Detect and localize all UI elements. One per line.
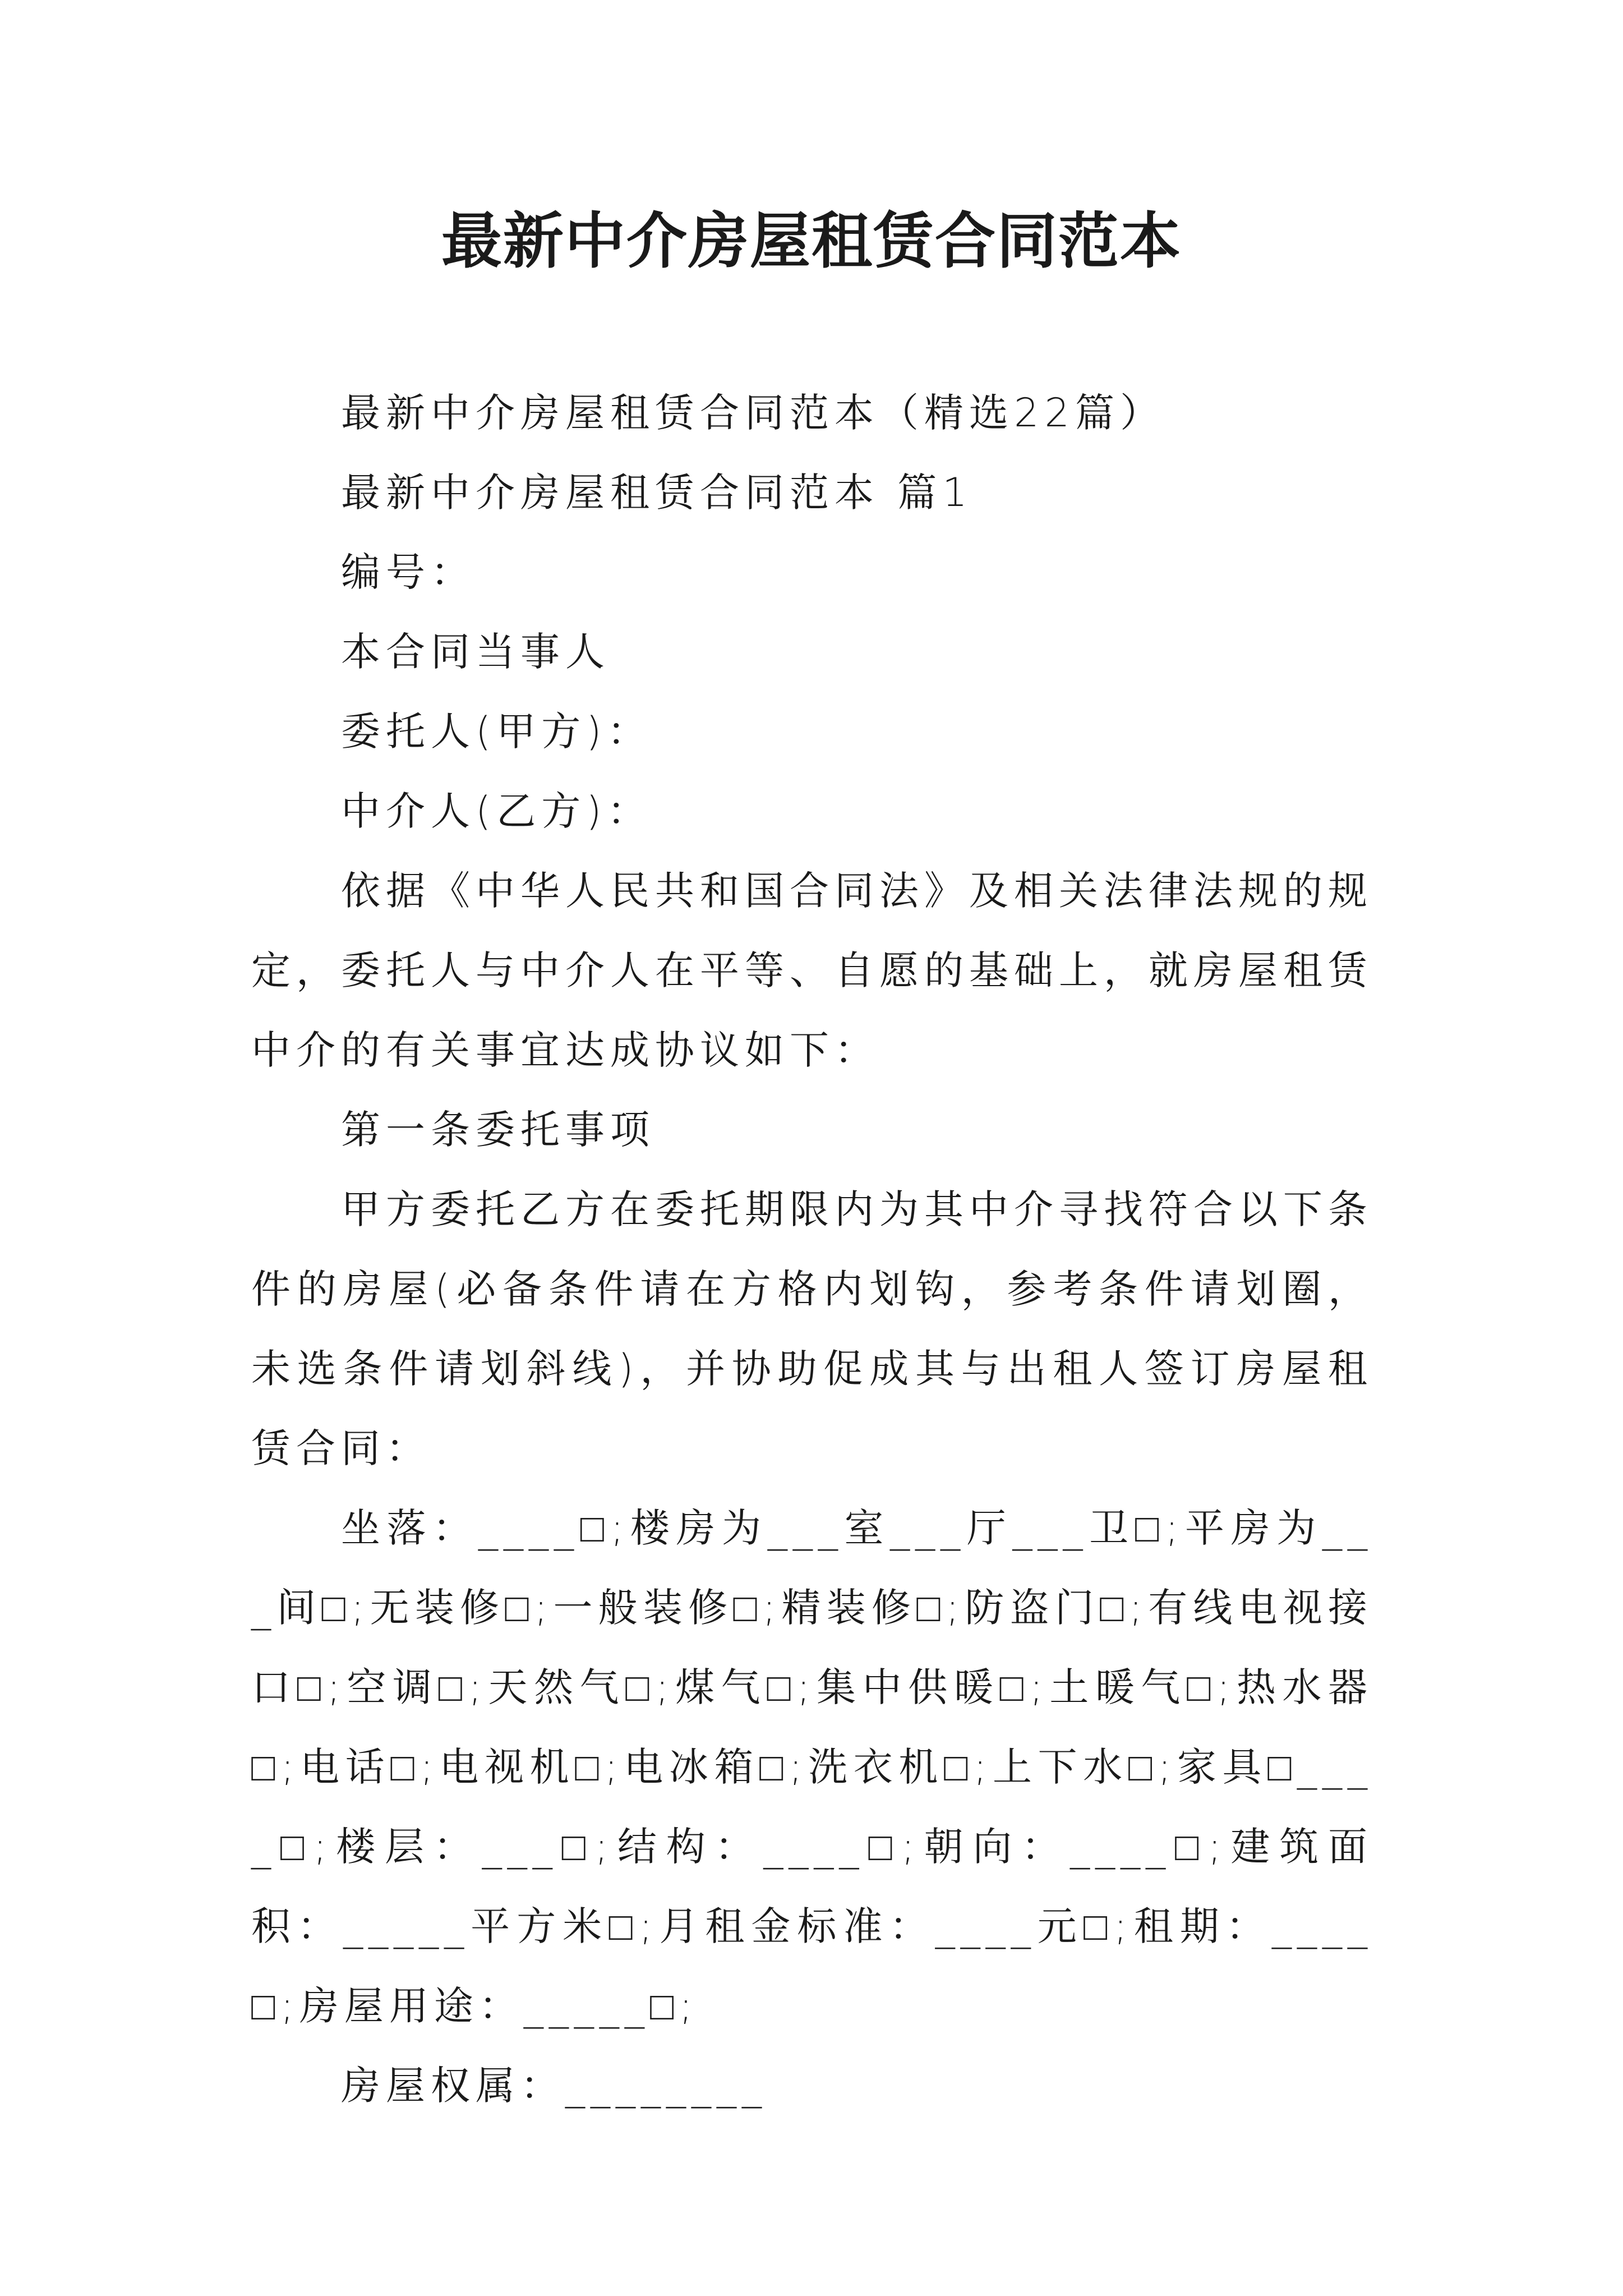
document-body [251, 373, 1373, 2125]
paragraph-ownership: 房屋权属：________ [341, 2063, 767, 2109]
paragraph-party-a: 委托人(甲方)： [341, 708, 652, 754]
paragraph-preamble: 依据《中华人民共和国合同法》及相关法律法规的规定，委托人与中介人在平等、自愿的基础上，就房屋租赁中介的有关事宜达成协议如下： [251, 868, 1373, 1073]
paragraph-party-b: 中介人(乙方)： [341, 788, 652, 834]
paragraph-property-conditions: 坐落：____□;楼房为___室___厅___卫□;平房为___间□;无装修□;一般装修□;精装修□;防盗门□;有线电视接口□;空调□;天然气□;煤气□;集中供暖□;土暖气□;热水器□;电话□;电视机□;电冰箱□;洗衣机□;上下水□;家具□____□;楼层：___□;结构：____□;朝向：____□;建筑面积：_____平方米□;月租金标准：____元□;租期：____□;房屋用途：_____□; [251, 1505, 1373, 2029]
paragraph-article-1-heading: 第一条委托事项 [341, 1107, 655, 1153]
paragraph-article-1-body: 甲方委托乙方在委托期限内为其中介寻找符合以下条件的房屋(必备条件请在方格内划钩，参考条件请划圈，未选条件请划斜线)，并协助促成其与出租人签订房屋租赁合同： [251, 1186, 1373, 1471]
paragraph-subtitle: 最新中介房屋租赁合同范本（精选22篇） [341, 390, 1165, 436]
document-title: 最新中介房屋租赁合同范本 [441, 206, 1182, 277]
paragraph-number-field: 编号： [341, 549, 476, 595]
paragraph-section-heading: 最新中介房屋租赁合同范本 篇1 [341, 470, 973, 516]
paragraph-parties: 本合同当事人 [341, 629, 610, 675]
